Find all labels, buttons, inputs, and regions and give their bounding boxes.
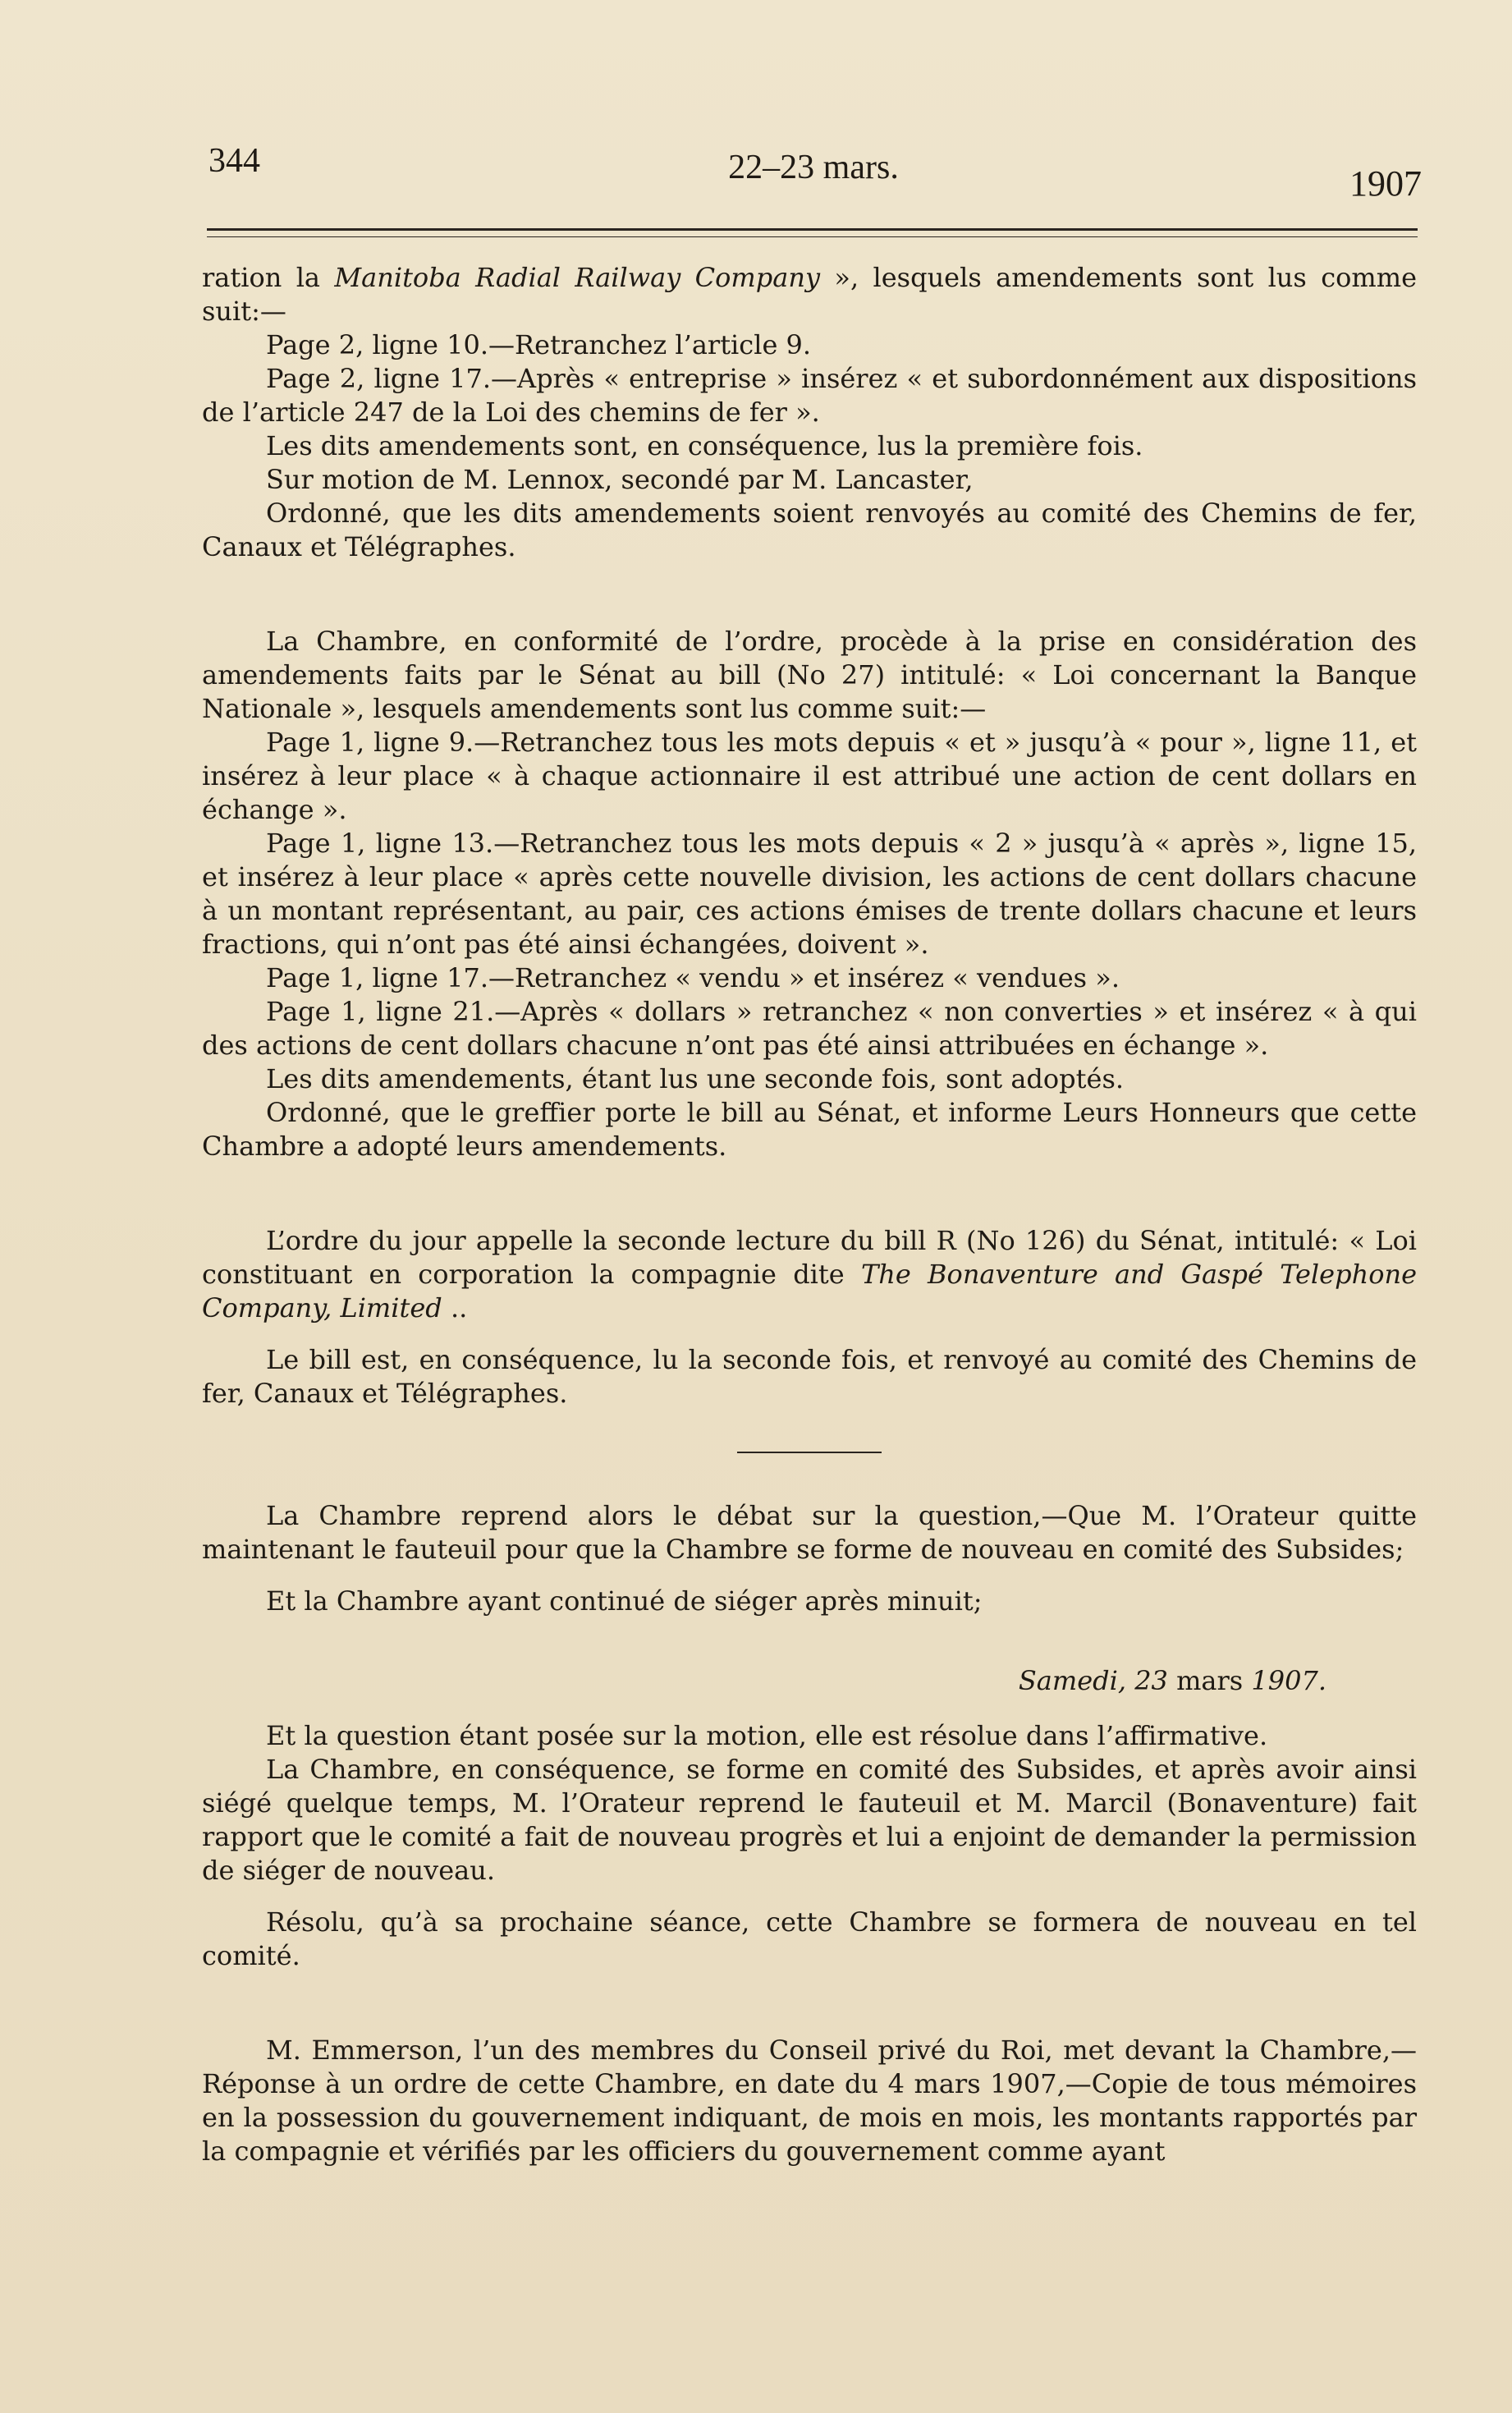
amendment-line: Page 1, ligne 21.—Après « dollars » retranchez « non converties » et insérez « à qui des actions de cent dollars chacune n’ont pas été ainsi attribuées en échange ». — [202, 996, 1417, 1061]
header-rule-thin — [207, 236, 1418, 237]
paragraph: La Chambre reprend alors le débat sur la question,—Que M. l’Orateur quitte maintenant le fauteuil pour que la Chambre se forme de nouveau en comité des Subsides; — [202, 1500, 1417, 1565]
company-name: The Bonaventure and Gaspé Telephone Company, Limited — [202, 1259, 1418, 1323]
page-body — [202, 261, 1417, 2168]
paragraph: Résolu, qu’à sa prochaine séance, cette Chambre se formera de nouveau en tel comité. — [202, 1906, 1417, 1971]
paragraph-text: L’ordre du jour appelle la seconde lecture du bill R (No 126) du Sénat, intitulé: « Loi constituant en corporation la compagnie dite — [202, 1225, 1417, 1290]
amendment-line: Page 2, ligne 10.—Retranchez l’article 9. — [266, 329, 812, 360]
section-divider — [737, 1452, 882, 1453]
paragraph: La Chambre, en conformité de l’ordre, procède à la prise en considération des amendements faits par le Sénat au bill (No 27) intitulé: « Loi concernant la Banque Nationale », lesquels amendements sont lus comme suit:— — [202, 626, 1417, 724]
dateline-year: 1907. — [1251, 1665, 1326, 1696]
paragraph-text: », lesquels amendements sont lus comme suit:— — [202, 262, 1418, 327]
paragraph: Ordonné, que le greffier porte le bill au Sénat, et informe Leurs Honneurs que cette Chambre a adopté leurs amendements. — [202, 1097, 1417, 1162]
dateline-day: Samedi, 23 — [1018, 1665, 1168, 1696]
header-rule — [207, 228, 1418, 231]
paragraph: Les dits amendements sont, en conséquence, lus la première fois. — [266, 430, 1143, 461]
paragraph: Le bill est, en conséquence, lu la seconde fois, et renvoyé au comité des Chemins de fer, Canaux et Télégraphes. — [202, 1344, 1417, 1409]
dateline-month: mars — [1167, 1665, 1252, 1696]
paragraph-text: ration la — [202, 262, 335, 293]
amendment-line: Page 1, ligne 17.—Retranchez « vendu » et insérez « vendues ». — [266, 962, 1120, 993]
paragraph-text: .. — [442, 1292, 468, 1323]
paragraph: Et la question étant posée sur la motion, elle est résolue dans l’affirmative. — [266, 1720, 1268, 1751]
paragraph: Sur motion de M. Lennox, secondé par M. Lancaster, — [266, 464, 974, 495]
paragraph: M. Emmerson, l’un des membres du Conseil privé du Roi, met devant la Chambre,—Réponse à un ordre de cette Chambre, en date du 4 mars 1907,—Copie de tous mémoires en la possession du gouvernement indiquant, de mois en mois, les montants rapportés par la compagnie et vérifiés par les officiers du gouvernement comme ayant — [202, 2035, 1417, 2167]
paragraph: Et la Chambre ayant continué de siéger après minuit; — [266, 1585, 983, 1617]
paragraph: Les dits amendements, étant lus une seconde fois, sont adoptés. — [266, 1063, 1125, 1094]
paragraph-continuation — [202, 261, 1417, 328]
company-name: Manitoba Radial Railway Company — [334, 262, 821, 293]
header-year: 1907 — [1349, 163, 1422, 204]
amendment-line: Page 1, ligne 13.—Retranchez tous les mots depuis « 2 » jusqu’à « après », ligne 15, et insérez à leur place « après cette nouvelle division, les actions de cent dollars chacune à un montant représentant, au pair, ces actions émises de trente dollars chacune et leurs fractions, qui n’ont pas été ainsi échangées, doivent ». — [202, 828, 1417, 960]
paragraph: La Chambre, en conséquence, se forme en comité des Subsides, et après avoir ainsi siégé quelque temps, M. l’Orateur reprend le fauteuil et M. Marcil (Bonaventure) fait rapport que le comité a fait de nouveau progrès et lui a enjoint de demander la permission de siéger de nouveau. — [202, 1754, 1417, 1886]
dateline — [202, 1664, 1326, 1698]
amendment-line: Page 2, ligne 17.—Après « entreprise » insérez « et subordonnément aux dispositions de l’article 247 de la Loi des chemins de fer ». — [202, 363, 1417, 428]
paragraph — [202, 1224, 1417, 1325]
running-title: 22–23 mars. — [728, 149, 899, 186]
paragraph: Ordonné, que les dits amendements soient renvoyés au comité des Chemins de fer, Canaux et Télégraphes. — [202, 498, 1417, 562]
page-number: 344 — [208, 142, 260, 180]
page-header — [205, 138, 1422, 204]
amendment-line: Page 1, ligne 9.—Retranchez tous les mots depuis « et » jusqu’à « pour », ligne 11, et insérez à leur place « à chaque actionnaire il est attribué une action de cent dollars en échange ». — [202, 727, 1417, 825]
